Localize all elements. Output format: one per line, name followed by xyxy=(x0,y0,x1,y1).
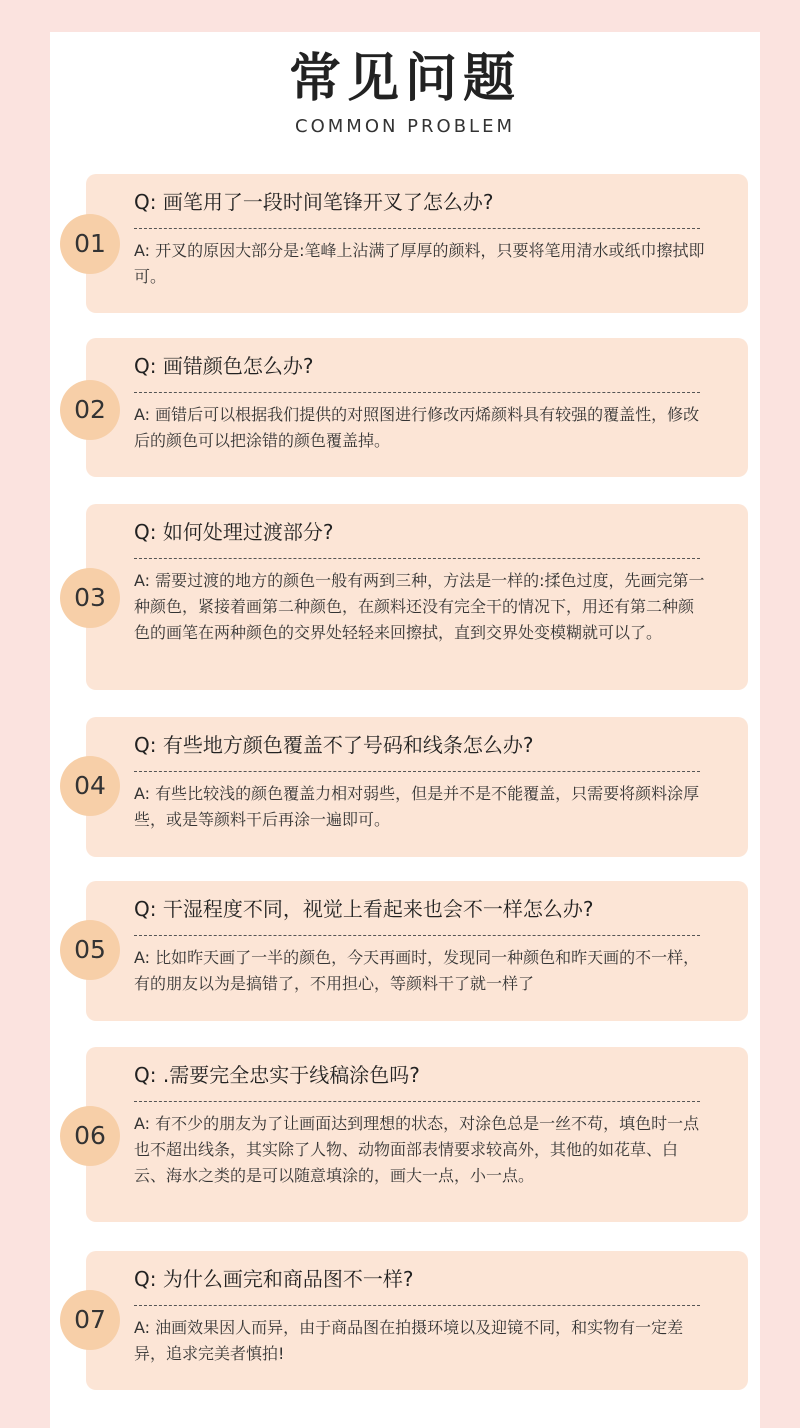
faq-card-7 xyxy=(86,1251,748,1390)
faq-number-badge: 04 xyxy=(60,756,120,816)
faq-card-2 xyxy=(86,338,748,477)
faq-answer: A: 开叉的原因大部分是:笔峰上沾满了厚厚的颜料，只要将笔用清水或纸巾擦拭即可。 xyxy=(134,241,705,286)
faq-divider xyxy=(134,392,700,393)
faq-question: Q: .需要完全忠实于线稿涂色吗? xyxy=(134,1063,420,1087)
content-panel xyxy=(50,32,760,1428)
faq-divider xyxy=(134,1305,700,1306)
faq-divider xyxy=(134,1101,700,1102)
faq-number-badge: 06 xyxy=(60,1106,120,1166)
faq-answer: A: 画错后可以根据我们提供的对照图进行修改丙烯颜料具有较强的覆盖性，修改后的颜色可以把涂错的颜色覆盖掉。 xyxy=(134,405,700,450)
faq-list xyxy=(50,32,760,1428)
faq-card-5 xyxy=(86,881,748,1021)
faq-question: Q: 画错颜色怎么办? xyxy=(134,354,314,378)
page-subtitle: COMMON PROBLEM xyxy=(295,116,515,137)
faq-question: Q: 为什么画完和商品图不一样? xyxy=(134,1267,414,1291)
page-title: 常见问题 xyxy=(288,49,521,109)
faq-divider xyxy=(134,935,700,936)
faq-card-6 xyxy=(86,1047,748,1222)
faq-card-1 xyxy=(86,174,748,313)
faq-card-3 xyxy=(86,504,748,690)
faq-divider xyxy=(134,558,700,559)
faq-divider xyxy=(134,771,700,772)
faq-number-badge: 07 xyxy=(60,1290,120,1350)
faq-answer: A: 有不少的朋友为了让画面达到理想的状态，对涂色总是一丝不苟，填色时一点也不超出线条，其实除了人物、动物面部表情要求较高外，其他的如花草、白云、海水之类的是可以随意填涂的，画大一点，小一点。 xyxy=(134,1114,700,1185)
faq-number-badge: 03 xyxy=(60,568,120,628)
faq-question: Q: 画笔用了一段时间笔锋开叉了怎么办? xyxy=(134,190,494,214)
faq-number-badge: 02 xyxy=(60,380,120,440)
faq-question: Q: 干湿程度不同，视觉上看起来也会不一样怎么办? xyxy=(134,897,594,921)
faq-number-badge: 05 xyxy=(60,920,120,980)
faq-question: Q: 有些地方颜色覆盖不了号码和线条怎么办? xyxy=(134,733,534,757)
faq-divider xyxy=(134,228,700,229)
faq-answer: A: 需要过渡的地方的颜色一般有两到三种，方法是一样的:揉色过度，先画完第一种颜色，紧接着画第二种颜色，在颜料还没有完全干的情况下，用还有第二种颜色的画笔在两种颜色的交界处轻轻来回擦拭，直到交界处变模糊就可以了。 xyxy=(134,571,705,642)
faq-answer: A: 有些比较浅的颜色覆盖力相对弱些，但是并不是不能覆盖，只需要将颜料涂厚些，或是等颜料干后再涂一遍即可。 xyxy=(134,784,700,829)
faq-answer: A: 比如昨天画了一半的颜色，今天再画时，发现同一种颜色和昨天画的不一样，有的朋友以为是搞错了，不用担心，等颜料干了就一样了 xyxy=(134,948,700,993)
faq-number-badge: 01 xyxy=(60,214,120,274)
faq-question: Q: 如何处理过渡部分? xyxy=(134,520,334,544)
faq-card-4 xyxy=(86,717,748,857)
faq-answer: A: 油画效果因人而异，由于商品图在拍摄环境以及迎镜不同，和实物有一定差异，追求完美者慎拍! xyxy=(134,1318,684,1363)
